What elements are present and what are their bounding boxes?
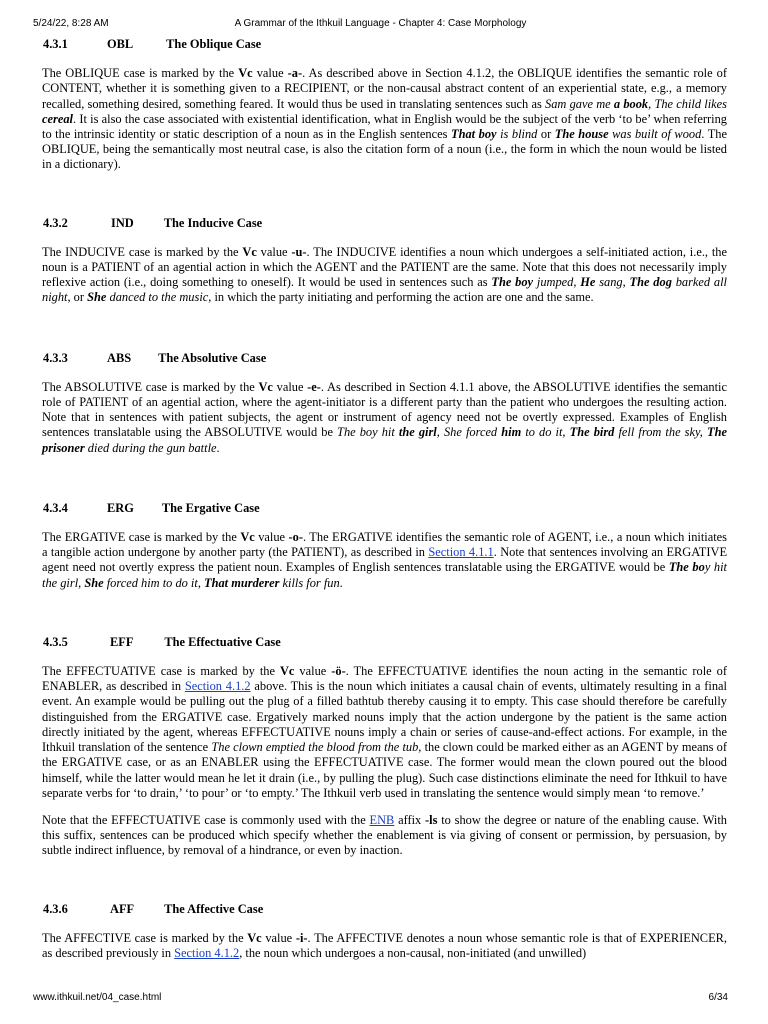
case-abbreviation: EFF <box>110 634 134 649</box>
section-effectuative <box>42 635 727 859</box>
affix-link[interactable]: ENB <box>369 812 395 827</box>
section-heading <box>42 216 727 231</box>
section-link[interactable]: Section 4.1.2 <box>174 945 240 960</box>
page-url: www.ithkuil.net/04_case.html <box>33 992 162 1003</box>
paragraph: The OBLIQUE case is marked by the Vc value -a-. As described above in Section 4.1.2, the OBLIQUE identifies the semantic role of CONTENT, whether it is something given to a RECIPIENT, or the non-causal abstract content of an experiential state, e.g., a memory recalled, something desired, something feared. It would thus be used in translating sentences such as Sam gave me a book, The child likes cereal. It is also the case associated with existential identification, what in English would be the subject of the verb ‘to be’ when referring to the intrinsic identity or static description of a noun as in the English sentences That boy is blind or The house was built of wood. The OBLIQUE, being the semantically most neutral case, is also the citation form of a noun (i.e., the form in which the noun would be listed in a dictionary). <box>42 66 728 172</box>
print-datetime: 5/24/22, 8:28 AM <box>33 18 109 29</box>
section-link[interactable]: Section 4.1.1 <box>428 545 494 560</box>
section-number: 4.3.2 <box>43 215 68 230</box>
section-title: The Inducive Case <box>163 215 263 230</box>
paragraph: The ERGATIVE case is marked by the Vc value -o-. The ERGATIVE identifies the semantic role of AGENT, i.e., a noun which initiates a tangible action undergone by another party (the PATIENT), as described in Section 4.1.1. Note that sentences involving an ERGATIVE agent need not overtly express the patient noun. Examples of English sentences translatable using the ERGATIVE would be The boy hit the girl, She forced him to do it, That murderer kills for fun. <box>42 530 728 590</box>
paragraph: Note that the EFFECTUATIVE case is commonly used with the ENB affix -ls to show the degree or nature of the enabling cause. With this suffix, sentences can be produced which specify whether the enablement is via giving of consent or permission, by persuasion, by subtle indirect influence, by removal of a hindrance, or even by inaction. <box>42 812 727 858</box>
section-ergative <box>42 501 727 591</box>
page-number: 6/34 <box>708 992 728 1003</box>
document-content <box>42 37 727 973</box>
case-abbreviation: OBL <box>107 37 134 51</box>
section-heading <box>42 635 727 650</box>
section-number: 4.3.5 <box>43 634 68 649</box>
case-abbreviation: ERG <box>107 500 134 515</box>
section-heading <box>42 501 727 516</box>
section-title: The Affective Case <box>164 901 264 916</box>
section-heading <box>42 351 727 366</box>
paragraph: The EFFECTUATIVE case is marked by the Vc value -ö-. The EFFECTUATIVE identifies the noun acting in the semantic role of ENABLER, as described in Section 4.1.2 above. This is the noun which initiates a causal chain of events, ultimately resulting in a final event. An example would be pulling out the plug of a filled bathtub thereby causing it to empty. This case should therefore be carefully distinguished from the ERGATIVE case. Ergatively marked nouns imply that the action undergone by the patient is the same action directly initiated by the agent, whereas EFFECTUATIVE nouns imply a chain or series of cause-and-effect actions. For example, in the Ithkuil translation of the sentence The clown emptied the blood from the tub, the clown could be marked either as an AGENT by means of the ERGATIVE case, or as an ENABLER using the EFFECTUATIVE case. The former would mean the clown poured out the blood himself, while the latter would mean he let it drain (i.e., by pulling the plug). Such case distinctions eliminate the need for Ithkuil to have separate verbs for ‘to drain,’ ‘to pour’ or ‘to empty.’ The Ithkuil verb used in translating the sentence would simply mean ‘to remove.’ <box>42 664 727 800</box>
case-abbreviation: AFF <box>110 901 135 916</box>
case-abbreviation: IND <box>111 215 134 230</box>
section-number: 4.3.4 <box>43 500 68 515</box>
print-footer <box>33 992 728 1003</box>
section-affective <box>42 902 727 962</box>
section-title: The Absolutive Case <box>158 350 267 365</box>
paragraph: The AFFECTIVE case is marked by the Vc value -i-. The AFFECTIVE denotes a noun whose semantic role is that of EXPERIENCER, as described previously in Section 4.1.2, the noun which undergoes a non-causal, non-initiated (and unwilled) <box>42 930 727 960</box>
section-heading <box>42 902 727 917</box>
case-abbreviation: ABS <box>107 350 132 365</box>
section-inducive <box>42 216 727 306</box>
section-number: 4.3.6 <box>43 901 68 916</box>
section-absolutive <box>42 351 727 456</box>
section-number: 4.3.3 <box>43 350 68 365</box>
section-title: The Ergative Case <box>161 500 260 515</box>
section-link[interactable]: Section 4.1.2 <box>184 679 251 694</box>
paragraph: The INDUCIVE case is marked by the Vc value -u-. The INDUCIVE identifies a noun which undergoes a self-initiated action, i.e., the noun is a PATIENT of an agential action in which the AGENT and the PATIENT are the same. Note that this does not necessarily imply reflexive action (i.e., doing something to oneself). It would be used in sentences such as The boy jumped, He sang, The dog barked all night, or She danced to the music, in which the party initiating and performing the action are one and the same. <box>42 244 728 305</box>
paragraph: The ABSOLUTIVE case is marked by the Vc value -e-. As described in Section 4.1.1 above, the ABSOLUTIVE identifies the semantic role of PATIENT of an agential action, where the agent-initiator is a different party than the patient who undergoes the resulting action. Note that in sentences with patient subjects, the agent or instrument of agency need not be overtly expressed. Examples of English sentences translatable using the ABSOLUTIVE would be The boy hit the girl, She forced him to do it, The bird fell from the sky, The prisoner died during the gun battle. <box>42 379 727 455</box>
print-page-title: A Grammar of the Ithkuil Language - Chapter 4: Case Morphology <box>234 18 527 29</box>
section-oblique <box>42 37 727 173</box>
section-title: The Effectuative Case <box>164 634 281 649</box>
print-header <box>33 18 728 29</box>
section-title: The Oblique Case <box>166 37 262 51</box>
section-number: 4.3.1 <box>43 37 68 51</box>
section-heading <box>42 37 727 52</box>
